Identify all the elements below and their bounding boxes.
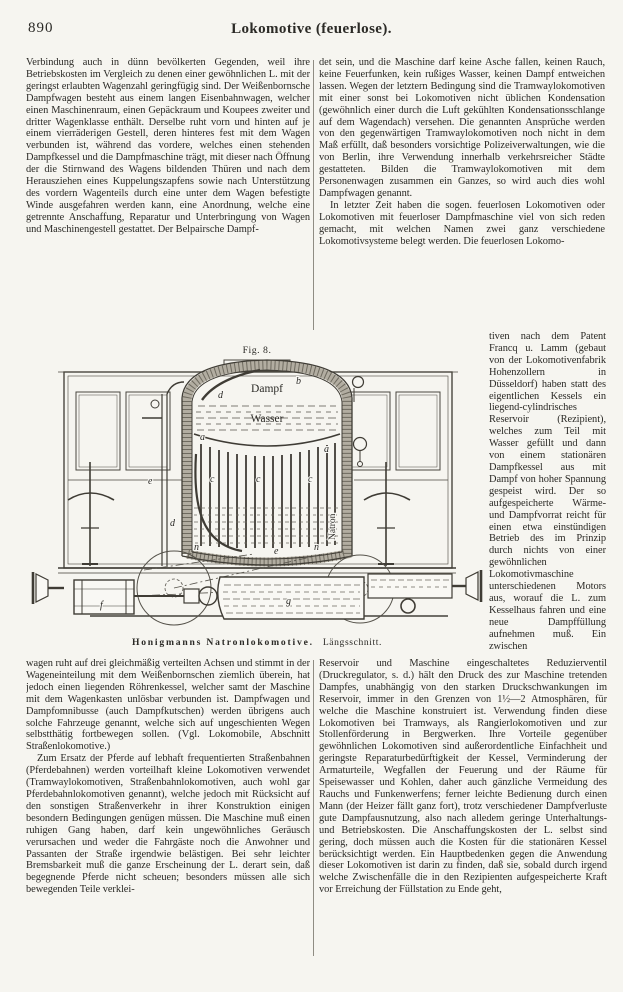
svg-text:d: d	[218, 390, 223, 401]
heating-tubes	[201, 443, 335, 548]
steam-label: Dampf	[251, 383, 283, 395]
figure-caption-title: Honigmanns Natronlokomotive.	[131, 637, 314, 648]
svg-text:e: e	[274, 546, 279, 557]
svg-text:g: g	[286, 596, 291, 607]
svg-text:a: a	[324, 444, 329, 455]
brake-stand-right	[364, 462, 410, 566]
svg-text:e: e	[148, 476, 153, 487]
water-label: Wasser	[250, 413, 284, 425]
right-column-bottom	[319, 658, 607, 966]
natron-label: Natron	[328, 513, 338, 540]
buffer-right	[452, 570, 481, 602]
svg-text:c: c	[256, 474, 261, 485]
right-column-top	[319, 57, 605, 329]
underframe	[58, 568, 456, 573]
paragraph: Zum Ersatz der Pferde auf lebhaft frequentierten Straßenbahnen (Pferdebahnen) werden vorteilhaft kleine Lokomotiven verwendet (Tramwaylokomotiven, Straßenbahnlokomotiven, auch wohl gar Pferdebahnlokomotiven genannt), welche jedoch mit Rücksicht auf den sonstigen Straßenverkehr in ihrer Konstruktion einigen besondern Bedingungen genügen müssen. Die Maschine muß einen ruhigen Gang haben, darf kein ungewöhnliches Geräusch verursachen und weder die Fahrgäste noch die Anwohner und Passanten der Straße irgendwie belästigen. Bei sehr leichter Bremsbarkeit muß die ganze Erscheinung der L. derart sein, daß begegnende Pferde nicht scheuen; besonders müssen alle sich bewegenden Teile verklei-	[26, 753, 310, 896]
svg-text:n: n	[314, 542, 319, 553]
paragraph: tiven nach dem Patent Francq u. Lamm (gebaut von der Lokomotivenfabrik Hohenzollern in Düsseldorf) haben statt des eigentlichen Kessels ein liegend-cylindrisches Reservoir (Rezipient), welches zum Teil mit Wasser gefüllt und dann von einem stationären Dampfkessel aus mit Dampf von hoher Spannung gespeist wird. Der so aufgespeicherte Wärme- und Dampfvorrat reicht für einen etwa einstündigen Betrieb des im Prinzip durch nichts von einer gewöhnlichen Lokomotivmaschine unterschiedenen Motors aus, worauf die L. zum Kesselhaus fahren und eine neue Dampffüllung aufnehmen muß. Ein zwischen	[489, 331, 606, 652]
svg-text:b: b	[296, 376, 301, 387]
solution-tank	[218, 574, 452, 619]
paragraph: Reservoir und Maschine eingeschaltetes Reduzierventil (Druckregulator, s. d.) hält den Druck des zur Maschine tretenden Dampfes, unabhängig von den starken Druckschwankungen im Reservoir, immer in den Grenzen von 1½—2 Atmosphären, für welche die Maschine konstruiert ist. Verwendung finden diese Lokomotiven bei Tramways, als Rangierlokomotiven und zur Stollenförderung in Bergwerken. Ihre Vorteile gegenüber gewöhnlichen Lokomotiven sind außerordentliche Einfachheit und geringste Reparaturbedürftigkeit der Kessel, Verminderung der Armaturteile, Wegfallen der Feuerung und der Räume für Speisewasser und Kohlen, daher auch gänzliche Vermeidung des Rauchs und Funkenwerfens; ferner leichte Bedienung durch einen Mann (der Heizer fällt ganz fort), trotz verschiedener Dampfverluste gute Dampfausnutzung, also nach alledem geringe Unterhaltungs- und Betriebskosten. Die Anschaffungskosten der L. selbst sind gering, doch müssen auch die Kosten für die stationären Kessel berücksichtigt werden. Ein Hauptbedenken gegen die Anwendung dieser Lokomotiven ist darin zu finden, daß sie, sobald durch irgend welche Zwischenfälle die in den Rezipienten aufgespeicherte Kraft vor Erreichung der Füllstation zu Ende geht,	[319, 658, 607, 896]
figure-natron-locomotive	[24, 358, 490, 632]
wagon-windows	[76, 392, 440, 470]
left-column-top	[26, 57, 310, 333]
column-divider	[313, 660, 314, 956]
paragraph: det sein, und die Maschine darf keine Asche fallen, keinen Rauch, keine Feuerfunken, kein rußiges Wasser, keinen Dampf entweichen lassen. Wegen der letztern Bedingung sind die Tramwaylokomotiven mit einer sonst bei Lokomotiven nicht üblichen Kondensation (gewöhnlich einer durch die Luft gekühlten Kondensationsschlange auf dem Wagendach) versehen. Die genannten Ansprüche werden von den gegenwärtigen Tramwaylokomotiven noch nicht in dem Maß erfüllt, daß besonders vorsichtige Polizeiverwaltungen, wie die von Berlin, ihre Verwendung innerhalb verkehrsreicher Städte gestatteten. Bilden die Tramwaylokomotiven mit dem Personenwagen zusammen ein Ganzes, so wird auch dies wohl Dampfwagen genannt.	[319, 57, 605, 199]
stand-pipe	[142, 382, 184, 566]
pressure-gauges	[353, 377, 367, 467]
right-column-narrow	[489, 331, 606, 655]
svg-text:a: a	[200, 432, 205, 443]
svg-text:c: c	[210, 474, 215, 485]
figure-number-label: Fig. 8.	[242, 345, 272, 356]
svg-text:f: f	[100, 600, 103, 611]
buffer-left	[33, 572, 64, 604]
svg-text:d: d	[170, 518, 175, 529]
reference-letters	[100, 376, 329, 611]
page-number: 890	[28, 20, 54, 36]
brake-stand-left	[68, 462, 114, 566]
left-column-bottom	[26, 658, 310, 966]
locomotive-cross-section-drawing	[24, 358, 490, 632]
figure-caption-subtitle: Längsschnitt.	[322, 637, 383, 648]
page-title: Lokomotive (feuerlose).	[231, 21, 392, 37]
svg-text:n: n	[194, 542, 199, 553]
paragraph: In letzter Zeit haben die sogen. feuerlosen Lokomotiven oder Lokomotiven mit feuerloser Dampfmaschine viel von sich reden gemacht, mit welchen Namen zwei ganz verschiedene Lokomotivsysteme belegt werden. Die feuerlosen Lokomo-	[319, 199, 605, 247]
engine-cylinder	[74, 580, 217, 614]
svg-text:c: c	[308, 474, 313, 485]
figure-caption	[10, 637, 504, 648]
water-tray	[194, 434, 340, 446]
paragraph: Verbindung auch in dünn bevölkerten Gegenden, weil ihre Betriebskosten im Vergleich zu denen einer gewöhnlichen L. mit der geringst erlaubten Wagenzahl geringfügig sind. Der Weißenbornsche Dampfwagen besteht aus einem langen Eisenbahnwagen, welcher einen Maschinenraum, einen Gepäckraum und Koupees zweiter und dritter Wagenklasse enthält. Derselbe ruht vorn und hinten auf je einem vierräderigen Gestell, deren hinteres fest mit dem Wagen verbunden ist, während das vordere, welches einen stehenden Dampfkessel und die Dampfmaschine trägt, mit dieser nach Öffnung der die Stirnwand des Wagens bildenden Thüren und nach dem Herausziehen eines Kuppelungszapfens sowie nach Unterstützung des vordern Wagenteils durch eine unter dem Wagen befestigte Winde ausgefahren werden kann, eine Anordnung, welche eine getrennte Anschaffung, Reparatur und Unterbringung von Wagen und Maschinengestell gestattet. Der Belpairsche Dampf-	[26, 57, 310, 235]
column-divider	[313, 60, 314, 330]
paragraph: wagen ruht auf drei gleichmäßig verteilten Achsen und stimmt in der Wageneinteilung mit dem Weißenbornschen ziemlich überein, hat jedoch einen liegenden Röhrenkessel, welcher samt der Maschine mit dem Wagenkasten unlösbar verbunden ist. Dampfwagen und Dampfomnibusse (auch Dampfkutschen) werden übrigens auch solche Fahrzeuge genannt, welche sich auf ungeschienten Wegen selbstthätig fortbewegen sollen. (Vgl. Lokomobile, Abschnitt Straßenlokomotive.)	[26, 658, 310, 753]
